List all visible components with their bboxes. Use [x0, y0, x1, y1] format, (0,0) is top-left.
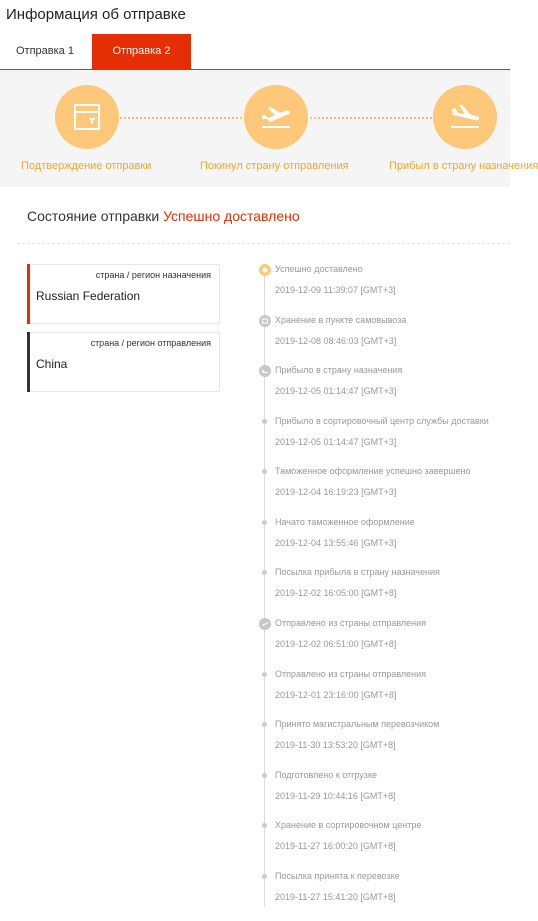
- pickup-point-icon: [259, 315, 271, 327]
- destination-country: Russian Federation: [36, 289, 141, 303]
- tab-shipment-2[interactable]: Отправка 2: [92, 34, 191, 69]
- plane-takeoff-icon: [259, 618, 271, 630]
- timeline-event: [258, 669, 508, 719]
- destination-caption: страна / регион назначения: [95, 270, 211, 280]
- event-title: Подготовлено к отгрузке: [275, 770, 377, 780]
- origin-caption: страна / регион отправления: [90, 338, 211, 348]
- page-title: Информация об отправке: [6, 6, 186, 23]
- event-title: Начато таможенное оформление: [275, 517, 415, 527]
- timeline-dot: [262, 823, 267, 828]
- event-title: Отправлено из страны отправления: [275, 669, 427, 679]
- step-label-arrived: Прибыл в страну назначения: [389, 160, 538, 172]
- event-title: Таможенное оформление успешно завершено: [275, 466, 471, 476]
- timeline-event: [258, 466, 508, 516]
- event-date: 2019-11-27 15:41:20 [GMT+8]: [275, 892, 396, 902]
- timeline-event: [258, 770, 508, 820]
- timeline-dot: [262, 469, 267, 474]
- timeline-event: [258, 871, 508, 921]
- event-date: 2019-12-01 23:16:00 [GMT+8]: [275, 690, 397, 700]
- event-date: 2019-12-04 13:55:46 [GMT+3]: [275, 538, 397, 548]
- timeline-event: [258, 315, 508, 365]
- event-date: 2019-12-02 06:51:00 [GMT+8]: [275, 639, 397, 649]
- origin-country: China: [36, 357, 68, 371]
- shipment-progress: [0, 70, 538, 187]
- timeline-event: [258, 567, 508, 617]
- plane-takeoff-icon: [244, 85, 308, 149]
- timeline-dot: [262, 722, 267, 727]
- event-title: Принято магистральным перевозчиком: [275, 719, 440, 729]
- event-date: 2019-11-30 13:53:20 [GMT+8]: [275, 740, 396, 750]
- timeline-dot: [262, 874, 267, 879]
- plane-landing-icon: [259, 365, 271, 377]
- package-icon: [55, 85, 119, 149]
- timeline-event: [258, 618, 508, 668]
- status-prefix: Состояние отправки: [27, 208, 160, 224]
- destination-card: [27, 264, 220, 324]
- divider: [17, 243, 510, 244]
- timeline-event: [258, 517, 508, 567]
- delivered-icon: [259, 264, 271, 276]
- event-date: 2019-12-02 16:05:00 [GMT+8]: [275, 588, 397, 598]
- event-date: 2019-11-29 10:44:16 [GMT+8]: [275, 791, 396, 801]
- event-title: Отправлено из страны отправления: [275, 618, 427, 628]
- shipment-tabs: [0, 34, 510, 70]
- timeline-event: [258, 719, 508, 769]
- event-date: 2019-12-05 01:14:47 [GMT+3]: [275, 386, 397, 396]
- event-title: Хранение в пункте самовывоза: [275, 315, 407, 325]
- origin-card: [27, 332, 220, 392]
- tab-shipment-1[interactable]: Отправка 1: [0, 34, 90, 69]
- progress-connector: [310, 117, 432, 119]
- timeline-event: [258, 820, 508, 870]
- event-title: Хранение в сортировочном центре: [275, 820, 422, 830]
- event-date: 2019-12-05 01:14:47 [GMT+3]: [275, 437, 397, 447]
- event-title: Успешно доставлено: [275, 264, 363, 274]
- step-label-departed: Покинул страну отправления: [200, 160, 349, 172]
- timeline-event: [258, 416, 508, 466]
- timeline-dot: [262, 672, 267, 677]
- event-title: Прибыло в сортировочный центр службы доставки: [275, 416, 489, 426]
- event-title: Посылка прибыла в страну назначения: [275, 567, 440, 577]
- plane-landing-icon: [433, 85, 497, 149]
- timeline-dot: [262, 773, 267, 778]
- shipment-status: [27, 208, 300, 224]
- event-date: 2019-12-08 08:46:03 [GMT+3]: [275, 336, 397, 346]
- timeline-dot: [262, 520, 267, 525]
- event-date: 2019-12-04 16:19:23 [GMT+3]: [275, 487, 397, 497]
- step-label-confirmation: Подтверждение отправки: [21, 160, 152, 172]
- progress-connector: [120, 117, 242, 119]
- timeline-event: [258, 365, 508, 415]
- event-date: 2019-11-27 16:00:20 [GMT+8]: [275, 841, 396, 851]
- event-date: 2019-12-09 11:39:07 [GMT+3]: [275, 285, 396, 295]
- timeline-dot: [262, 570, 267, 575]
- timeline-event: [258, 264, 508, 314]
- event-title: Прибыло в страну назначения: [275, 365, 403, 375]
- status-value: Успешно доставлено: [163, 208, 300, 224]
- event-title: Посылка принята к перевозке: [275, 871, 400, 881]
- timeline-dot: [262, 419, 267, 424]
